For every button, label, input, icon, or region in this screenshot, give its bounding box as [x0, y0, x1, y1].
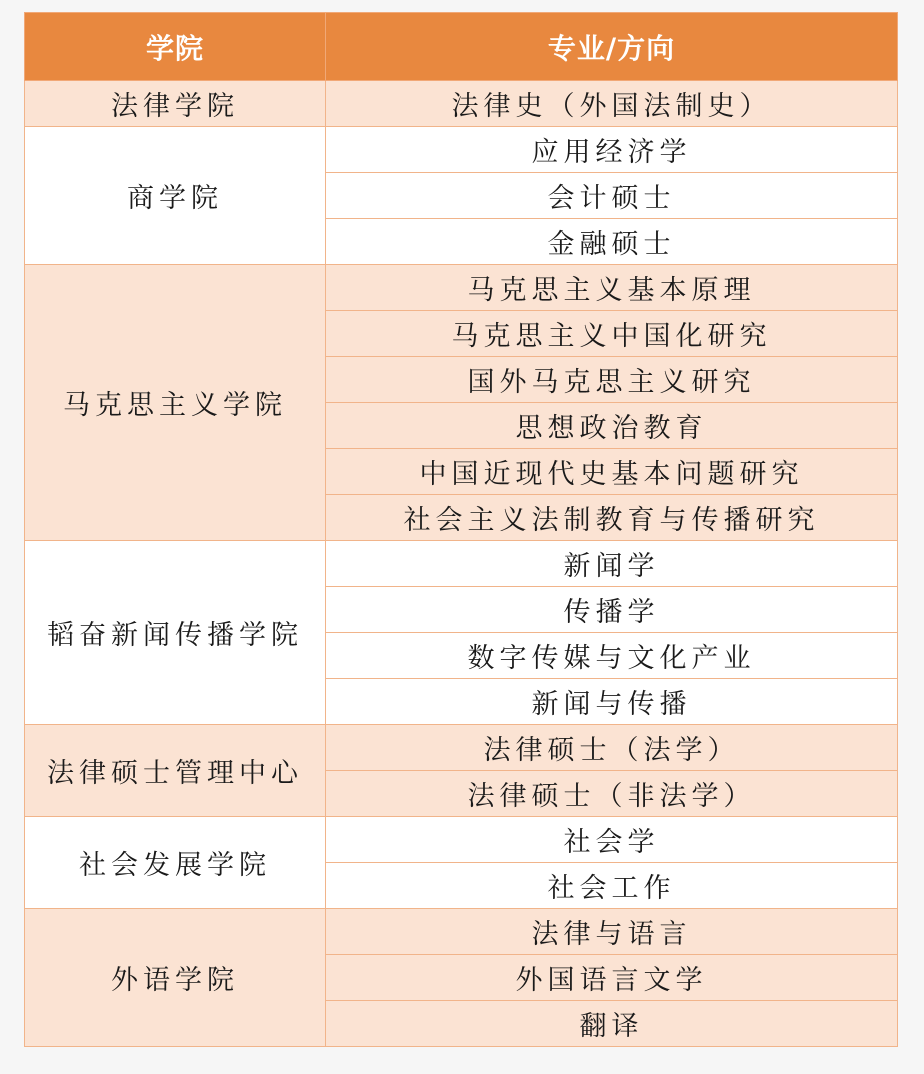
college-cell: 法律硕士管理中心 — [25, 725, 326, 817]
college-major-table-container — [24, 12, 897, 1047]
major-cell: 法律硕士（法学） — [326, 725, 898, 771]
header-major: 专业/方向 — [326, 13, 898, 81]
college-cell: 马克思主义学院 — [25, 265, 326, 541]
major-cell: 思想政治教育 — [326, 403, 898, 449]
major-cell: 法律与语言 — [326, 909, 898, 955]
major-cell: 国外马克思主义研究 — [326, 357, 898, 403]
major-cell: 应用经济学 — [326, 127, 898, 173]
table-row — [25, 127, 898, 173]
header-row — [25, 13, 898, 81]
major-cell: 传播学 — [326, 587, 898, 633]
major-cell: 社会学 — [326, 817, 898, 863]
major-cell: 法律史（外国法制史） — [326, 81, 898, 127]
major-cell: 法律硕士（非法学） — [326, 771, 898, 817]
major-cell: 金融硕士 — [326, 219, 898, 265]
header-college: 学院 — [25, 13, 326, 81]
table-row — [25, 541, 898, 587]
major-cell: 中国近现代史基本问题研究 — [326, 449, 898, 495]
table-row — [25, 265, 898, 311]
college-cell: 商学院 — [25, 127, 326, 265]
major-cell: 外国语言文学 — [326, 955, 898, 1001]
major-cell: 会计硕士 — [326, 173, 898, 219]
college-cell: 外语学院 — [25, 909, 326, 1047]
major-cell: 社会工作 — [326, 863, 898, 909]
table-row — [25, 81, 898, 127]
college-cell: 韬奋新闻传播学院 — [25, 541, 326, 725]
college-cell: 社会发展学院 — [25, 817, 326, 909]
table-row — [25, 909, 898, 955]
major-cell: 新闻学 — [326, 541, 898, 587]
major-cell: 数字传媒与文化产业 — [326, 633, 898, 679]
college-major-table — [24, 12, 898, 1047]
major-cell: 马克思主义基本原理 — [326, 265, 898, 311]
college-cell: 法律学院 — [25, 81, 326, 127]
major-cell: 翻译 — [326, 1001, 898, 1047]
major-cell: 新闻与传播 — [326, 679, 898, 725]
major-cell: 马克思主义中国化研究 — [326, 311, 898, 357]
table-row — [25, 817, 898, 863]
major-cell: 社会主义法制教育与传播研究 — [326, 495, 898, 541]
table-row — [25, 725, 898, 771]
